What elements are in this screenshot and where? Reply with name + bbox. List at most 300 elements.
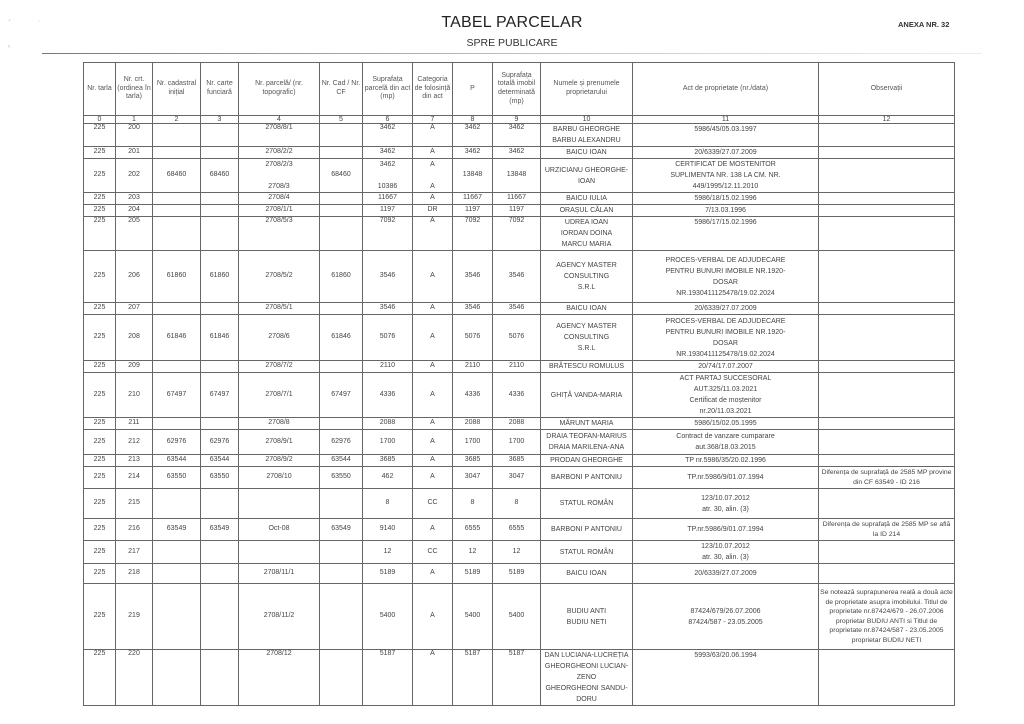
cell-carte-funciara: [201, 564, 239, 584]
scan-artifact: ᵥ: [8, 42, 11, 49]
cell-line: atr. 30, alin. (3): [702, 554, 749, 561]
cell-suprafata-act: 5400: [363, 584, 413, 650]
cell-line: Contract de vanzare cumparare: [676, 433, 775, 440]
cell-suprafata-act: 1700: [363, 430, 413, 455]
cell-cad-cf: [320, 205, 363, 217]
cell-cad-cf: 63544: [320, 455, 363, 467]
cell-p: 3546: [453, 303, 493, 315]
cell-cadastral-initial: 63550: [153, 467, 201, 489]
cell-carte-funciara: 61860: [201, 251, 239, 303]
cell-act-proprietate: [633, 564, 819, 584]
column-index-cell: 2: [153, 116, 201, 124]
cell-suprafata-totala: 11667: [493, 193, 541, 205]
cell-categorie: A: [413, 251, 453, 303]
cell-proprietar: [541, 159, 633, 193]
cell-line: SUPLIMENTA NR. 138 LA CM. NR.: [670, 172, 781, 179]
cell-tarla: 225: [84, 519, 116, 541]
cell-observatii: [819, 489, 955, 519]
table-row: [84, 489, 955, 519]
cell-line: 123/10.07.2012: [701, 543, 750, 550]
cell-line: 20/6339/27.07.2009: [694, 305, 757, 312]
cell-cadastral-initial: [153, 124, 201, 147]
cell-line: 7/13.03.1996: [705, 207, 746, 214]
cell-line: AGENCY MASTER CONSULTING: [556, 323, 617, 341]
cell-p: 13848: [453, 159, 493, 193]
cell-categorie: A: [413, 564, 453, 584]
cell-carte-funciara: [201, 650, 239, 706]
cell-line: DRAIA TEOFAN-MARIUS: [546, 433, 627, 440]
cell-cadastral-initial: [153, 541, 201, 564]
cell-tarla: 225: [84, 193, 116, 205]
cell-suprafata-act: 5189: [363, 564, 413, 584]
cell-suprafata-act: 3462: [363, 147, 413, 159]
cell-proprietar: [541, 489, 633, 519]
cell-tarla: 225: [84, 541, 116, 564]
column-index-cell: 5: [320, 116, 363, 124]
cell-observatii: [819, 217, 955, 251]
cell-line: NR.1930411125478/19.02.2024: [676, 350, 775, 358]
cell-line: 2708/3: [268, 183, 290, 190]
column-index-cell: 4: [239, 116, 320, 124]
cell-categorie: A: [413, 193, 453, 205]
cell-line: BUDIU NETI: [566, 618, 607, 626]
cell-cad-cf: [320, 147, 363, 159]
cell-line: UDREA IOAN: [564, 219, 609, 226]
column-index-cell: 10: [541, 116, 633, 124]
table-row: [84, 373, 955, 418]
cell-cad-cf: 61846: [320, 315, 363, 361]
cell-proprietar: [541, 373, 633, 418]
table-row: [84, 584, 955, 650]
column-header-categ: Categoria de folosință din act: [413, 63, 453, 116]
cell-line: 10386: [377, 183, 398, 190]
cell-suprafata-totala: 3546: [493, 251, 541, 303]
cell-p: 4336: [453, 373, 493, 418]
cell-suprafata-totala: 5400: [493, 584, 541, 650]
cell-observatii: [819, 124, 955, 147]
cell-observatii: [819, 373, 955, 418]
cell-parcela: 2708/8: [239, 418, 320, 430]
cell-suprafata-act: 3546: [363, 303, 413, 315]
cell-carte-funciara: [201, 489, 239, 519]
cell-cadastral-initial: [153, 217, 201, 251]
cell-line: BARBONI P ANTONIU: [551, 526, 622, 533]
cell-cadastral-initial: 61846: [153, 315, 201, 361]
column-header-cf: Nr. carte funciară: [201, 63, 239, 116]
cell-nr-crt: 207: [116, 303, 153, 315]
cell-observatii: [819, 541, 955, 564]
cell-categorie: A: [413, 373, 453, 418]
cell-parcela: 2708/9/2: [239, 455, 320, 467]
table-row: [84, 217, 955, 251]
cell-line: [414, 170, 451, 181]
cell-line: PROCES-VERBAL DE ADJUDECARE: [665, 317, 786, 325]
cell-categorie: A: [413, 361, 453, 373]
cell-suprafata-totala: 13848: [493, 159, 541, 193]
table-row: [84, 455, 955, 467]
scan-line: [42, 53, 982, 54]
cell-observatii: [819, 430, 955, 455]
cell-suprafata-totala: 3462: [493, 147, 541, 159]
cell-categorie: A: [413, 217, 453, 251]
table-row: [84, 315, 955, 361]
column-index-cell: 12: [819, 116, 955, 124]
table-row: [84, 650, 955, 706]
cell-line: DAN LUCIANA-LUCREȚIA: [544, 652, 629, 659]
cell-suprafata-act: 462: [363, 467, 413, 489]
cell-suprafata-totala: 3462: [493, 124, 541, 147]
cell-parcela: 2708/5/3: [239, 217, 320, 251]
annex-number: ANEXA NR. 32: [898, 20, 950, 29]
cell-suprafata-totala: 5189: [493, 564, 541, 584]
cell-proprietar: [541, 584, 633, 650]
cell-proprietar: [541, 541, 633, 564]
cell-suprafata-totala: 2110: [493, 361, 541, 373]
cell-cad-cf: 68460: [320, 159, 363, 193]
cell-suprafata-act: 2110: [363, 361, 413, 373]
cell-proprietar: [541, 455, 633, 467]
cell-tarla: 225: [84, 251, 116, 303]
cell-p: 1197: [453, 205, 493, 217]
cell-line: ORAȘUL CĂLAN: [559, 207, 614, 214]
cell-suprafata-totala: 4336: [493, 373, 541, 418]
cell-nr-crt: 220: [116, 650, 153, 706]
column-header-p: P: [453, 63, 493, 116]
cell-cadastral-initial: [153, 564, 201, 584]
cell-parcela: [239, 159, 320, 193]
cell-cadastral-initial: [153, 147, 201, 159]
cell-cad-cf: 62976: [320, 430, 363, 455]
cell-nr-crt: 219: [116, 584, 153, 650]
cell-cadastral-initial: 62976: [153, 430, 201, 455]
cell-nr-crt: 208: [116, 315, 153, 361]
cell-carte-funciara: [201, 193, 239, 205]
table-row: [84, 193, 955, 205]
cell-cad-cf: [320, 217, 363, 251]
cell-line: NR.1930411125478/19.02.2024: [676, 289, 775, 297]
cell-nr-crt: 216: [116, 519, 153, 541]
column-header-tarla: Nr. tarla: [84, 63, 116, 116]
header-row: [84, 63, 955, 116]
cell-act-proprietate: [633, 361, 819, 373]
cell-suprafata-act: 8: [363, 489, 413, 519]
table-row: [84, 467, 955, 489]
column-header-parcela: Nr. parcelă/ (nr. topografic): [239, 63, 320, 116]
column-header-act: Act de proprietate (nr./data): [633, 63, 819, 116]
cell-observatii: [819, 361, 955, 373]
cell-carte-funciara: [201, 303, 239, 315]
table-row: [84, 418, 955, 430]
cell-nr-crt: 215: [116, 489, 153, 519]
cell-categorie: DR: [413, 205, 453, 217]
cell-suprafata-act: 1197: [363, 205, 413, 217]
cell-carte-funciara: 68460: [201, 159, 239, 193]
cell-tarla: 225: [84, 205, 116, 217]
cell-suprafata-totala: 3047: [493, 467, 541, 489]
cell-suprafata-act: 2088: [363, 418, 413, 430]
cell-line: CERTIFICAT DE MOSTENITOR: [675, 161, 776, 168]
cell-proprietar: [541, 418, 633, 430]
scan-artifact: ᐟ: [8, 19, 11, 26]
cell-suprafata-act: 4336: [363, 373, 413, 418]
cell-act-proprietate: [633, 584, 819, 650]
cell-carte-funciara: 63544: [201, 455, 239, 467]
cell-cadastral-initial: [153, 193, 201, 205]
cell-observatii: [819, 159, 955, 193]
cell-p: 3462: [453, 124, 493, 147]
cell-p: 3685: [453, 455, 493, 467]
cell-nr-crt: 214: [116, 467, 153, 489]
cell-act-proprietate: [633, 217, 819, 251]
cell-line: 5986/15/02.05.1995: [694, 420, 757, 427]
cell-line: 5986/18/15.02.1996: [694, 195, 757, 202]
cell-suprafata-totala: 3685: [493, 455, 541, 467]
parcel-table: [83, 62, 955, 706]
column-header-owners: Numele și prenumele proprietarului: [541, 63, 633, 116]
cell-act-proprietate: [633, 147, 819, 159]
cell-line: BUDIU ANTI: [566, 607, 607, 615]
table-row: [84, 159, 955, 193]
cell-observatii: [819, 418, 955, 430]
cell-tarla: 225: [84, 124, 116, 147]
cell-nr-crt: 201: [116, 147, 153, 159]
cell-parcela: [239, 541, 320, 564]
cell-suprafata-act: 5187: [363, 650, 413, 706]
page-subtitle: SPRE PUBLICARE: [466, 37, 558, 49]
cell-proprietar: [541, 650, 633, 706]
cell-parcela: 2708/2/2: [239, 147, 320, 159]
cell-suprafata-act: 9140: [363, 519, 413, 541]
cell-tarla: 225: [84, 159, 116, 193]
cell-nr-crt: 212: [116, 430, 153, 455]
cell-line: PROCES-VERBAL DE ADJUDECARE: [665, 256, 786, 264]
cell-line: BAICU IOAN: [566, 305, 607, 312]
cell-categorie: [413, 159, 453, 193]
cell-nr-crt: 205: [116, 217, 153, 251]
table-row: [84, 251, 955, 303]
cell-line: S.R.L: [577, 284, 596, 291]
cell-categorie: A: [413, 650, 453, 706]
cell-tarla: 225: [84, 373, 116, 418]
column-header-cad-cf: Nr. Cad / Nr. CF: [320, 63, 363, 116]
cell-p: 12: [453, 541, 493, 564]
cell-categorie: A: [413, 303, 453, 315]
cell-suprafata-totala: 12: [493, 541, 541, 564]
cell-line: ACT PARTAJ SUCCESORAL: [679, 375, 772, 382]
cell-cad-cf: 63549: [320, 519, 363, 541]
cell-act-proprietate: [633, 193, 819, 205]
cell-proprietar: [541, 315, 633, 361]
cell-observatii: [819, 193, 955, 205]
cell-proprietar: [541, 467, 633, 489]
cell-cadastral-initial: [153, 489, 201, 519]
cell-cadastral-initial: [153, 303, 201, 315]
cell-nr-crt: 204: [116, 205, 153, 217]
cell-proprietar: [541, 519, 633, 541]
cell-observatii: Diferența de suprafață de 2585 MP se află la ID 214: [819, 519, 955, 541]
cell-parcela: 2708/8/1: [239, 124, 320, 147]
cell-nr-crt: 217: [116, 541, 153, 564]
cell-tarla: 225: [84, 455, 116, 467]
cell-parcela: 2708/9/1: [239, 430, 320, 455]
cell-cad-cf: [320, 564, 363, 584]
cell-line: DOSAR: [713, 278, 738, 286]
cell-tarla: 225: [84, 489, 116, 519]
cell-observatii: [819, 147, 955, 159]
cell-cad-cf: 67497: [320, 373, 363, 418]
cell-nr-crt: 211: [116, 418, 153, 430]
cell-act-proprietate: [633, 373, 819, 418]
cell-cad-cf: [320, 303, 363, 315]
cell-categorie: CC: [413, 489, 453, 519]
cell-line: BARBU ALEXANDRU: [552, 137, 621, 144]
cell-carte-funciara: 62976: [201, 430, 239, 455]
cell-parcela: 2708/4: [239, 193, 320, 205]
cell-p: 11667: [453, 193, 493, 205]
cell-nr-crt: 218: [116, 564, 153, 584]
column-index-cell: 8: [453, 116, 493, 124]
cell-carte-funciara: [201, 584, 239, 650]
cell-tarla: 225: [84, 584, 116, 650]
cell-line: 5993/63/20.06.1994: [694, 652, 757, 659]
cell-act-proprietate: [633, 489, 819, 519]
cell-suprafata-act: 11667: [363, 193, 413, 205]
cell-suprafata-totala: 6555: [493, 519, 541, 541]
cell-observatii: [819, 205, 955, 217]
cell-p: 5400: [453, 584, 493, 650]
cell-categorie: A: [413, 430, 453, 455]
table-row: [84, 303, 955, 315]
cell-cadastral-initial: 68460: [153, 159, 201, 193]
cell-suprafata-act: [363, 159, 413, 193]
cell-line: 123/10.07.2012: [701, 494, 750, 502]
column-index-cell: 1: [116, 116, 153, 124]
table-row: [84, 124, 955, 147]
cell-suprafata-totala: 3546: [493, 303, 541, 315]
cell-line: BRĂTESCU ROMULUS: [548, 363, 625, 370]
cell-tarla: 225: [84, 467, 116, 489]
cell-act-proprietate: [633, 124, 819, 147]
cell-cad-cf: [320, 541, 363, 564]
cell-line: A: [430, 183, 435, 190]
page-title: TABEL PARCELAR: [441, 14, 583, 31]
cell-observatii: [819, 650, 955, 706]
cell-act-proprietate: [633, 650, 819, 706]
cell-observatii: [819, 564, 955, 584]
table-row: [84, 361, 955, 373]
cell-act-proprietate: [633, 418, 819, 430]
cell-line: MARCU MARIA: [561, 241, 612, 248]
cell-nr-crt: 213: [116, 455, 153, 467]
table-row: [84, 147, 955, 159]
cell-nr-crt: 210: [116, 373, 153, 418]
cell-cadastral-initial: [153, 584, 201, 650]
cell-p: 5076: [453, 315, 493, 361]
cell-line: 87424/679/26.07.2006: [690, 607, 761, 615]
cell-suprafata-totala: 2088: [493, 418, 541, 430]
cell-line: GHEORGHEONI LUCIAN-ZENO: [544, 663, 629, 681]
cell-nr-crt: 206: [116, 251, 153, 303]
cell-parcela: 2708/11/1: [239, 564, 320, 584]
cell-parcela: 2708/7/2: [239, 361, 320, 373]
cell-carte-funciara: [201, 361, 239, 373]
cell-suprafata-totala: 5187: [493, 650, 541, 706]
cell-suprafata-totala: 1197: [493, 205, 541, 217]
cell-cad-cf: 61860: [320, 251, 363, 303]
cell-proprietar: [541, 303, 633, 315]
cell-line: TP.nr.5986/9/01.07.1994: [687, 474, 764, 481]
column-header-crt: Nr. crt. (ordinea în tarla): [116, 63, 153, 116]
column-index-cell: 3: [201, 116, 239, 124]
cell-line: TP nr.5986/35/20.02.1996: [685, 457, 766, 464]
cell-proprietar: [541, 430, 633, 455]
cell-cadastral-initial: 67497: [153, 373, 201, 418]
cell-line: 20/6339/27.07.2009: [694, 149, 757, 156]
column-header-supr-tot: Suprafața totală imobil determinată (mp): [493, 63, 541, 116]
cell-cadastral-initial: 63549: [153, 519, 201, 541]
cell-observatii: Diferența de suprafață de 2585 MP provine din CF 63549 - ID 216: [819, 467, 955, 489]
table-row: [84, 205, 955, 217]
cell-line: PENTRU BUNURI IMOBILE NR.1920-: [665, 267, 786, 275]
cell-act-proprietate: [633, 303, 819, 315]
cell-parcela: 2708/12: [239, 650, 320, 706]
column-index-cell: 11: [633, 116, 819, 124]
table-row: [84, 564, 955, 584]
cell-proprietar: [541, 217, 633, 251]
cell-line: DRAIA MARILENA-ANA: [548, 444, 625, 451]
cell-line: BAICU IOAN: [566, 149, 607, 156]
cell-line: AGENCY MASTER CONSULTING: [556, 262, 617, 280]
cell-cad-cf: [320, 584, 363, 650]
cell-line: 3462: [379, 161, 396, 168]
cell-parcela: 2708/5/1: [239, 303, 320, 315]
cell-p: 2088: [453, 418, 493, 430]
cell-act-proprietate: [633, 467, 819, 489]
cell-categorie: A: [413, 315, 453, 361]
column-header-obs: Observații: [819, 63, 955, 116]
cell-cad-cf: 63550: [320, 467, 363, 489]
cell-line: BAICU IOAN: [566, 570, 607, 577]
cell-line: 449/1995/12.11.2010: [692, 183, 759, 190]
cell-tarla: 225: [84, 147, 116, 159]
cell-suprafata-act: 3546: [363, 251, 413, 303]
cell-p: 3462: [453, 147, 493, 159]
cell-suprafata-act: 5076: [363, 315, 413, 361]
cell-carte-funciara: [201, 205, 239, 217]
cell-parcela: [239, 489, 320, 519]
cell-observatii: [819, 303, 955, 315]
cell-cadastral-initial: [153, 205, 201, 217]
column-index-cell: 9: [493, 116, 541, 124]
cell-p: 2110: [453, 361, 493, 373]
cell-line: 20/6339/27.07.2009: [694, 570, 757, 577]
cell-act-proprietate: [633, 455, 819, 467]
cell-proprietar: [541, 251, 633, 303]
cell-proprietar: [541, 147, 633, 159]
cell-p: 8: [453, 489, 493, 519]
cell-proprietar: [541, 205, 633, 217]
cell-act-proprietate: [633, 315, 819, 361]
cell-nr-crt: 202: [116, 159, 153, 193]
cell-act-proprietate: [633, 251, 819, 303]
cell-line: [240, 170, 318, 181]
cell-categorie: A: [413, 418, 453, 430]
column-header-supr-act: Suprafața parcelă din act (mp): [363, 63, 413, 116]
cell-observatii: [819, 455, 955, 467]
cell-p: 5187: [453, 650, 493, 706]
cell-nr-crt: 200: [116, 124, 153, 147]
cell-cadastral-initial: [153, 650, 201, 706]
